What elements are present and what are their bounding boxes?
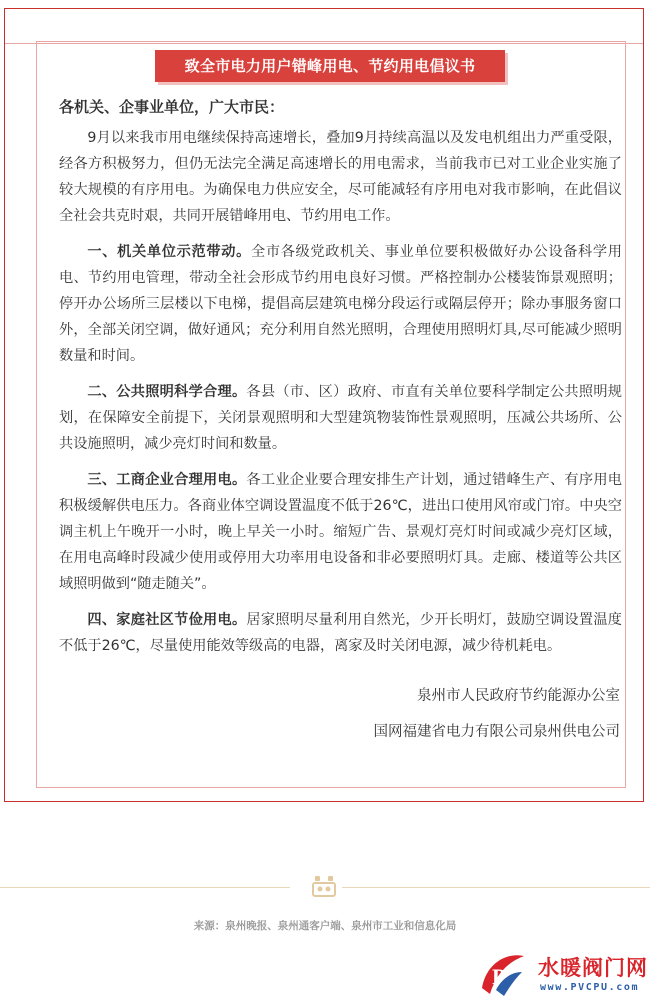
logo-letter: P — [492, 964, 506, 989]
source-credit: 来源：泉州晚报、泉州通客户端、泉州市工业和信息化局 — [193, 920, 457, 932]
section-heading: 二、公共照明科学合理。 — [87, 384, 247, 400]
section-body: 全市各级党政机关、事业单位要积极做好办公设备科学用电、节约用电管理，带动全社会形成节约用电良好习惯。严格控制办公楼装饰景观照明；停开办公场所三层楼以下电梯，提倡高层建筑电梯分段运行或隔层停开；除办事服务窗口外，全部关闭空调，做好通风；充分利用自然光照明，合理使用照明灯具,尽可能减少照明数量和时间。 — [59, 244, 622, 364]
intro-paragraph: 9月以来我市用电继续保持高速增长，叠加9月持续高温以及发电机组出力严重受限，经各方积极努力，但仍无法完全满足高速增长的用电需求，当前我市已对工业企业实施了较大规模的有序用电。为确保电力供应安全，尽可能减轻有序用电对我市影响，在此倡议全社会共克时艰，共同开展错峰用电、节约用电工作。 — [59, 130, 622, 224]
letter-body — [59, 94, 622, 669]
title-rule — [5, 43, 643, 44]
footer-divider-left — [0, 887, 290, 888]
watermark-url: www.PVCPU.com — [540, 982, 640, 993]
section-body: 居家照明尽量利用自然光，少开长明灯，鼓励空调设置温度不低于26℃，尽量使用能效等级高的电器，离家及时关闭电源，减少待机耗电。 — [59, 612, 622, 654]
letter-title: 致全市电力用户错峰用电、节约用电倡议书 — [155, 50, 505, 82]
watermark-logo — [476, 946, 650, 1003]
section-body: 各县（市、区）政府、市直有关单位要科学制定公共照明规划，在保障安全前提下，关闭景观照明和大型建筑物装饰性景观照明，压减公共场所、公共设施照明，减少亮灯时间和数量。 — [59, 384, 622, 452]
section-body: 各工业企业要合理安排生产计划，通过错峰生产、有序用电积极缓解供电压力。各商业体空调设置温度不低于26℃，进出口使用风帘或门帘。中央空调主机上午晚开一小时，晚上早关一小时。缩短广告、景观灯亮灯时间或减少亮灯区域，在用电高峰时段减少使用或停用大功率用电设备和非必要照明灯具。走廊、楼道等公共区域照明做到“随走随关”。 — [59, 472, 622, 592]
watermark-name: 水暖阀门网 — [538, 956, 648, 980]
pvc-logo-icon — [476, 948, 528, 1000]
section-heading: 一、机关单位示范带动。 — [87, 244, 251, 260]
section-paragraph — [59, 607, 622, 659]
salutation: 各机关、企事业单位，广大市民： — [59, 98, 285, 116]
footer-divider-right — [342, 887, 650, 888]
section-paragraph — [59, 467, 622, 597]
section-paragraph — [59, 239, 622, 369]
signature-energy-office: 泉州市人民政府节约能源办公室 — [417, 688, 620, 704]
section-heading: 三、工商企业合理用电。 — [87, 472, 247, 488]
section-heading: 四、家庭社区节俭用电。 — [87, 612, 247, 628]
section-paragraph — [59, 379, 622, 457]
signature-power-company: 国网福建省电力有限公司泉州供电公司 — [373, 724, 620, 740]
ornament-icon — [311, 874, 337, 898]
